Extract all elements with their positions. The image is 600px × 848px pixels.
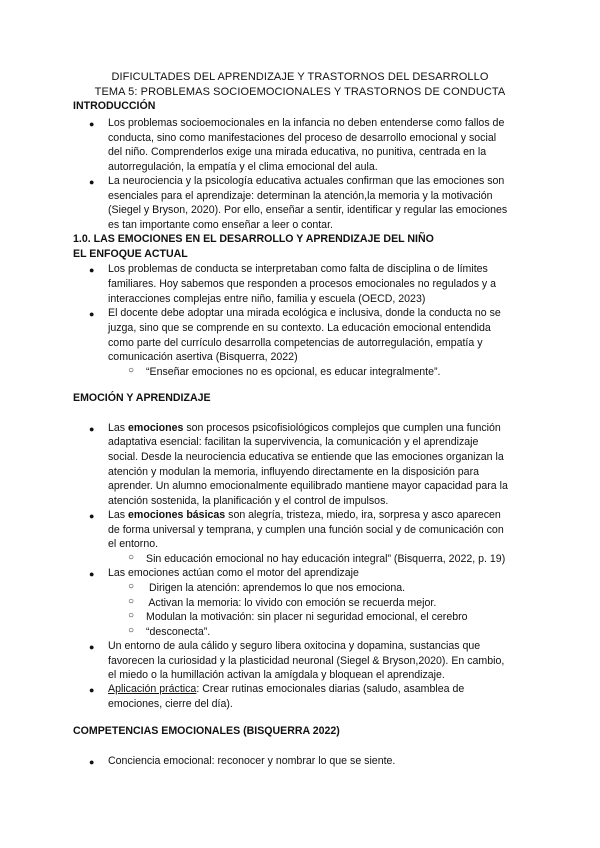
s2-bullet4-line3: el miedo o la humillación activan la amígdala y bloquean el aprendizaje. [108, 669, 445, 681]
heading-section-1: 1.0. LAS EMOCIONES EN EL DESARROLLO Y APRENDIZAJE DEL NIÑO [73, 233, 434, 245]
document-title: DIFICULTADES DEL APRENDIZAJE Y TRASTORNOS DEL DESARROLLO [111, 71, 489, 83]
s1-bullet2-line1: El docente debe adoptar una mirada ecológica e inclusiva, donde la conducta no se [108, 307, 501, 319]
s2-bullet3-sub1: Dirigen la atención: aprendemos lo que nos emociona. [146, 582, 406, 594]
bullet-icon: ● [89, 757, 95, 767]
s2-bullet4-line1: Un entorno de aula cálido y seguro libera oxitocina y dopamina, sustancias que [108, 640, 481, 652]
s2-bullet3-sub4: “desconecta”. [146, 626, 211, 638]
heading-introduccion: INTRODUCCIÓN [73, 100, 156, 112]
intro-bullet2-line1: La neurociencia y la psicología educativa actuales confirman que las emociones son [108, 175, 505, 187]
s2-bullet1-line4: atención y modulan la memoria, influyendo directamente en la disposición para [108, 466, 479, 478]
sub-bullet-icon: ○ [128, 625, 135, 636]
s2-bullet2-line3: el entorno. [108, 538, 159, 550]
heading-competencias: COMPETENCIAS EMOCIONALES (BISQUERRA 2022) [73, 725, 340, 737]
s1-bullet1-line1: Los problemas de conducta se interpretaban como falta de disciplina o de límites [108, 263, 488, 275]
intro-bullet2-line4: es tan importante como enseñar a leer o contar. [108, 219, 333, 231]
s2-bullet2-line1: Las emociones básicas son alegría, tristeza, miedo, ira, sorpresa y asco aparecen [108, 509, 501, 521]
document-subtitle: TEMA 5: PROBLEMAS SOCIOEMOCIONALES Y TRASTORNOS DE CONDUCTA [94, 86, 506, 98]
bullet-icon: ● [89, 177, 95, 187]
bullet-icon: ● [89, 265, 95, 275]
sub-bullet-icon: ○ [128, 581, 135, 592]
s2-bullet1-line6: atención sostenida, la planificación y el control de impulsos. [108, 495, 389, 507]
s1-bullet1-line2: familiares. Hoy sabemos que responden a procesos emocionales no regulados y a [108, 278, 497, 290]
s1-bullet2-line4: comunicación asertiva (Bisquerra, 2022) [108, 351, 298, 363]
sub-bullet-icon: ○ [128, 596, 135, 607]
intro-bullet1-line3: del niño. Comprenderlos exige una mirada educativa, no punitiva, centrada en la [108, 146, 487, 158]
intro-bullet1-line2: conducta, sino como manifestaciones del proceso de desarrollo emocional y social [108, 132, 497, 144]
bullet-icon: ● [89, 309, 95, 319]
bullet-icon: ● [89, 511, 95, 521]
s2-bullet3: Las emociones actúan como el motor del aprendizaje [108, 567, 359, 579]
intro-bullet2-line3: (Siegel y Bryson, 2020). Por ello, enseñar a sentir, identificar y regular las emociones [108, 204, 508, 216]
sub-bullet-icon: ○ [128, 365, 135, 376]
intro-bullet1-line4: autorregulación, la empatía y el clima emocional del aula. [108, 161, 378, 173]
s2-bullet1-line5: aprender. Un alumno emocionalmente equilibrado mantiene mayor capacidad para la [108, 480, 508, 492]
sub-bullet-icon: ○ [128, 552, 135, 563]
heading-emocion-aprendizaje: EMOCIÓN Y APRENDIZAJE [73, 392, 211, 404]
s2-bullet3-sub2: Activan la memoria: lo vivido con emoción se recuerda mejor. [146, 597, 437, 609]
bullet-icon: ● [89, 642, 95, 652]
s2-bullet2-sub: Sin educación emocional no hay educación integral” (Bisquerra, 2022, p. 19) [146, 553, 506, 565]
s2-bullet4-line2: favorecen la curiosidad y la plasticidad neuronal (Siegel & Bryson,2020). En cambio, [108, 655, 505, 667]
s1-bullet2-line2: juzga, sino que se comprende en su contexto. La educación emocional entendida [108, 322, 491, 334]
sub-bullet-icon: ○ [128, 610, 135, 621]
intro-bullet1-line1: Los problemas socioemocionales en la infancia no deben entenderse como fallos de [108, 117, 505, 129]
bullet-icon: ● [89, 569, 95, 579]
s2-bullet5-line2: emociones, cierre del día). [108, 698, 233, 710]
s1-bullet2-line3: como parte del currículo desarrolla competencias de autorregulación, empatía y [108, 337, 483, 349]
s1-quote: “Enseñar emociones no es opcional, es educar integralmente”. [146, 366, 441, 378]
intro-bullet2-line2: esenciales para el aprendizaje: determinan la atención,la memoria y la motivación [108, 190, 493, 202]
subheading-enfoque-actual: EL ENFOQUE ACTUAL [73, 248, 188, 260]
s2-bullet2-line2: de forma universal y temprana, y cumplen una función social y de comunicación con [108, 524, 504, 536]
s2-bullet1-line3: social. Desde la neurociencia educativa se entiende que las emociones organizan la [108, 451, 504, 463]
s1-bullet1-line3: interacciones complejas entre niño, familia y escuela (OECD, 2023) [108, 293, 426, 305]
bullet-icon: ● [89, 685, 95, 695]
s2-bullet5-line1: Aplicación práctica: Crear rutinas emocionales diarias (saludo, asamblea de [108, 683, 465, 695]
s3-bullet1: Conciencia emocional: reconocer y nombrar lo que se siente. [108, 755, 396, 767]
s2-bullet1-line1: Las emociones son procesos psicofisiológicos complejos que cumplen una función [108, 422, 501, 434]
bullet-icon: ● [89, 424, 95, 434]
bullet-icon: ● [89, 119, 95, 129]
s2-bullet1-line2: adaptativa esencial: facilitan la supervivencia, la comunicación y el aprendizaje [108, 436, 479, 448]
s2-bullet3-sub3: Modulan la motivación: sin placer ni seguridad emocional, el cerebro [146, 611, 468, 623]
